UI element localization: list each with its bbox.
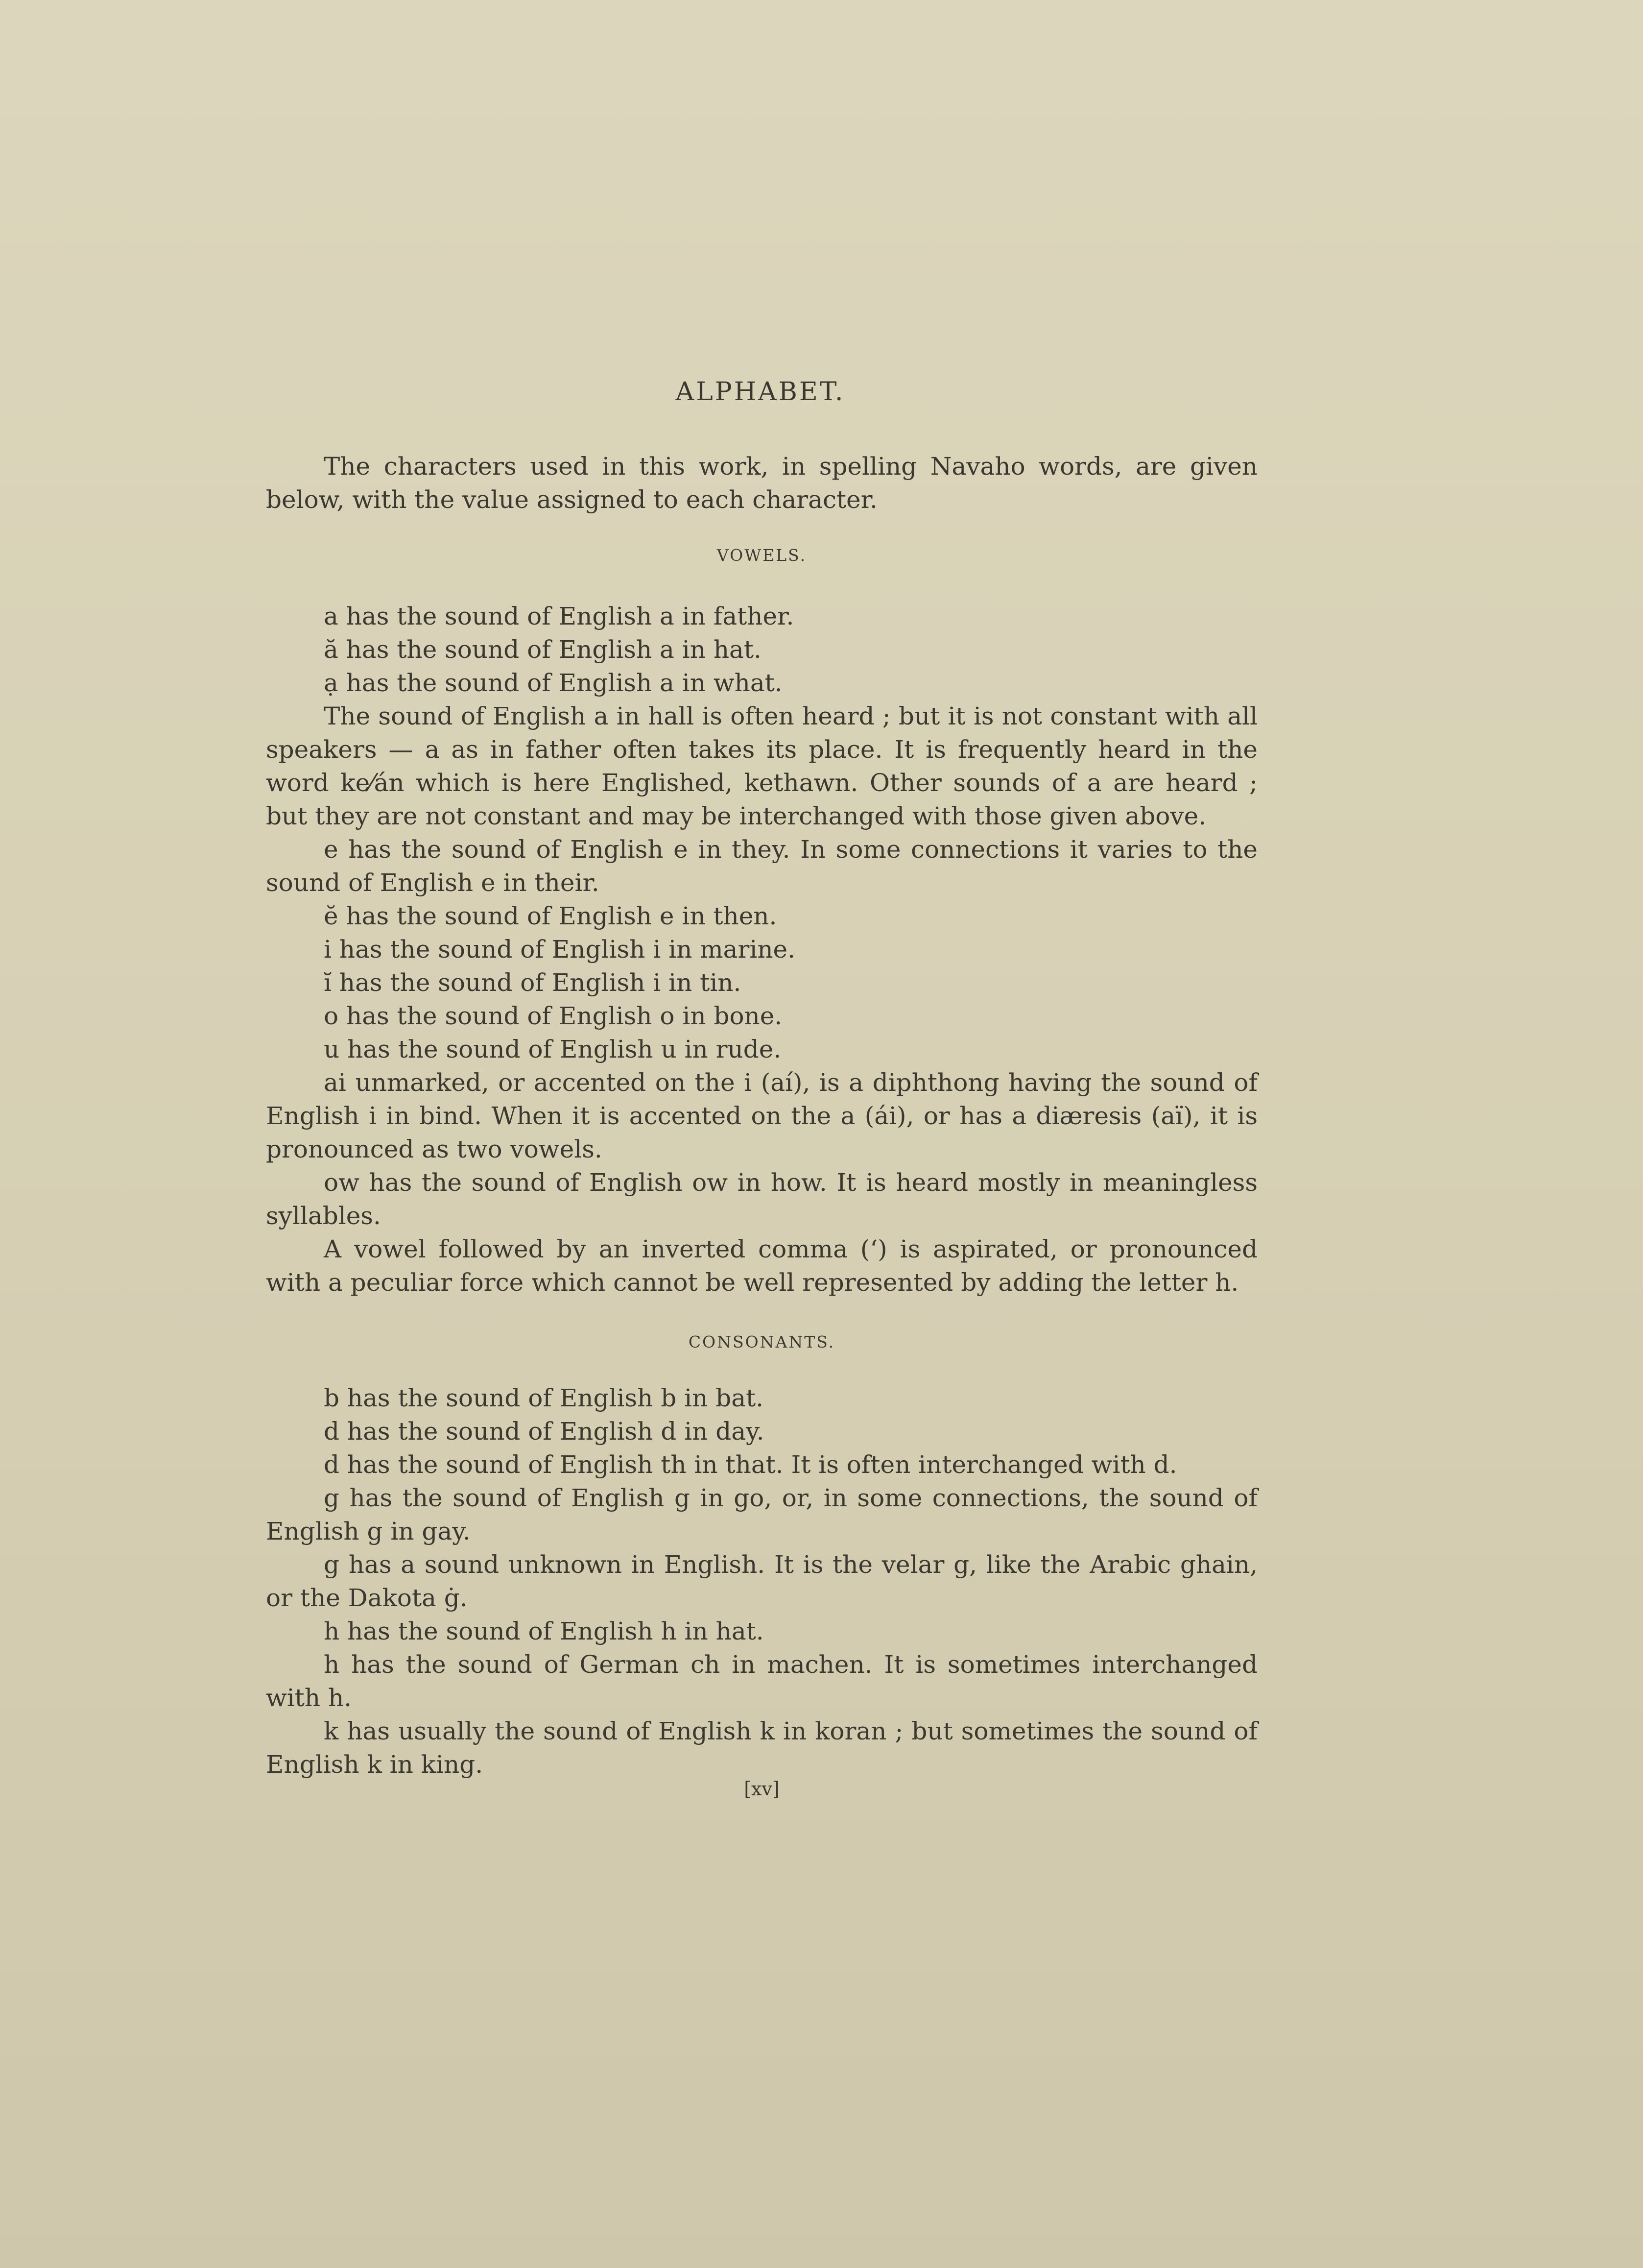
vowel-entry: ĕ has the sound of English e in then. (324, 902, 777, 930)
vowel-entry: e has the sound of English e in they. In some connections it varies to the sound of English e in their. (266, 835, 1258, 897)
vowel-entry: ạ has the sound of English a in what. (324, 669, 783, 697)
page-number: [xv] (744, 1778, 780, 1800)
vowels-list (266, 600, 1258, 1299)
vowel-entry: The sound of English a in hall is often heard ; but it is not constant with all speakers — a as in father often takes its place. It is frequently heard in the word ke⁄án which is here Englished, kethawn. Other sounds of a are heard ; but they are not constant and may be interchanged with those given above. (266, 702, 1258, 830)
consonant-entry: d has the sound of English d in day. (324, 1417, 764, 1446)
consonant-entry: d has the sound of English th in that. It is often interchanged with d. (324, 1450, 1177, 1479)
consonant-entry: g has the sound of English g in go, or, in some connections, the sound of English g in gay. (266, 1484, 1258, 1545)
vowel-entry: ai unmarked, or accented on the i (aí), is a diphthong having the sound of English i in bind. When it is accented on the a (ái), or has a diæresis (aï), it is pronounced as two vowels. (266, 1068, 1258, 1163)
vowel-entry: A vowel followed by an inverted comma (‘) is aspirated, or pronounced with a peculiar force which cannot be well represented by adding the letter h. (266, 1235, 1258, 1297)
vowel-entry: i has the sound of English i in marine. (324, 935, 796, 964)
consonant-entry: k has usually the sound of English k in koran ; but sometimes the sound of English k in king. (266, 1717, 1258, 1779)
vowel-entry: ow has the sound of English ow in how. It is heard mostly in meaningless syllables. (266, 1168, 1258, 1230)
intro-block (266, 450, 1258, 516)
vowel-entry: ă has the sound of English a in hat. (324, 635, 762, 664)
consonant-entry: h has the sound of German ch in machen. It is sometimes interchanged with h. (266, 1650, 1258, 1712)
consonant-entry: g has a sound unknown in English. It is the velar g, like the Arabic ghain, or the Dakota ġ. (266, 1550, 1258, 1612)
vowel-entry: u has the sound of English u in rude. (324, 1035, 782, 1063)
vowels-heading: VOWELS. (716, 546, 807, 565)
consonants-heading: CONSONANTS. (688, 1332, 835, 1351)
vowel-entry: a has the sound of English a in father. (324, 602, 794, 630)
page-title: ALPHABET. (675, 377, 845, 407)
vowel-entry: ĭ has the sound of English i in tin. (324, 968, 741, 997)
consonant-entry: b has the sound of English b in bat. (324, 1384, 764, 1412)
consonants-list (266, 1381, 1258, 1781)
vowel-entry: o has the sound of English o in bone. (324, 1002, 783, 1030)
intro-paragraph: The characters used in this work, in spelling Navaho words, are given below, with the value assigned to each character. (266, 452, 1258, 514)
consonant-entry: h has the sound of English h in hat. (324, 1617, 764, 1645)
